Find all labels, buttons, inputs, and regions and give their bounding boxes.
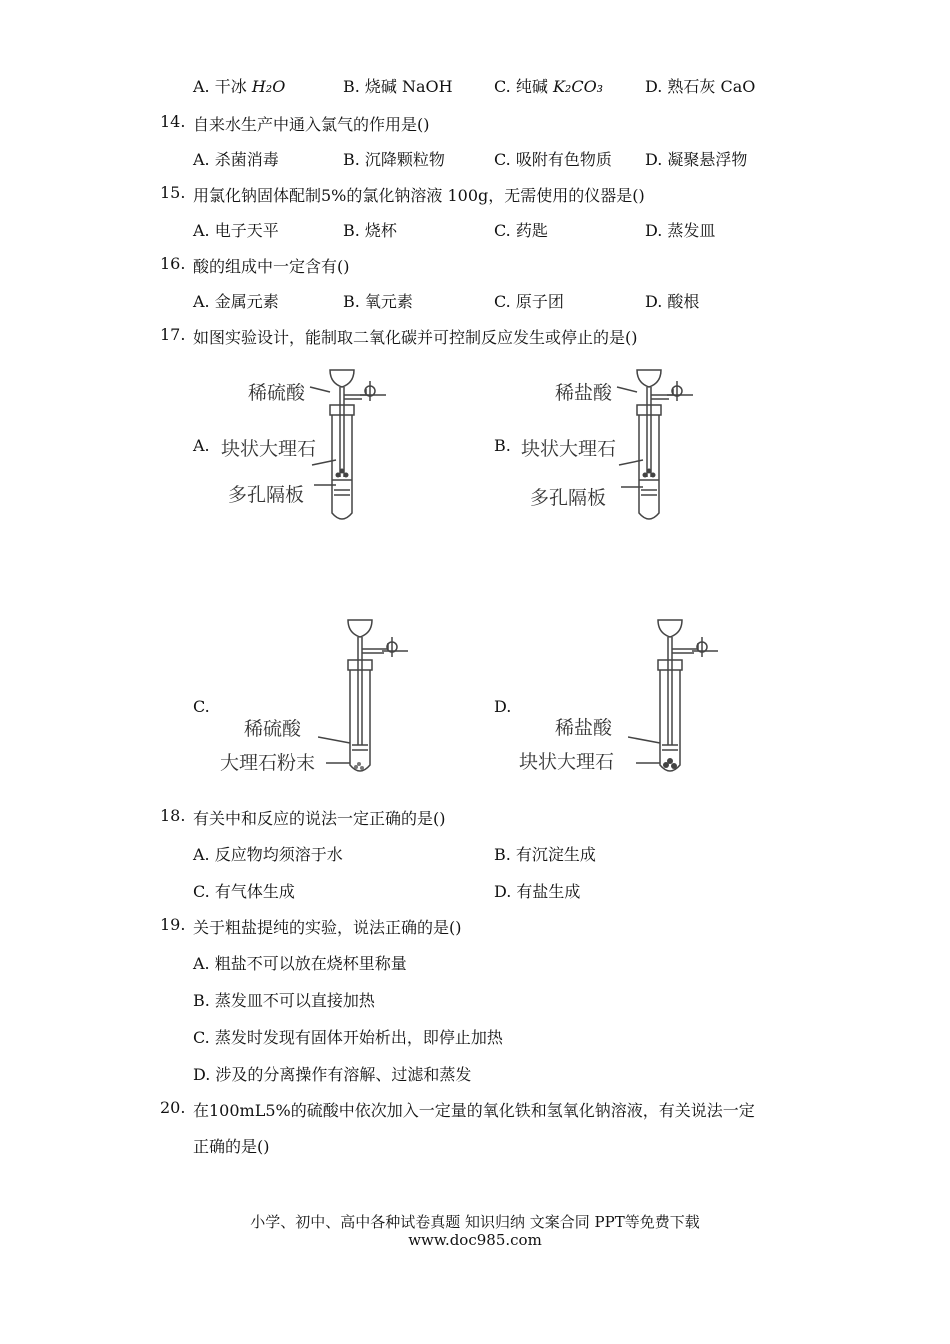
fig-c-apparatus xyxy=(318,615,418,780)
fig-d-solid-label: 块状大理石 xyxy=(519,751,615,773)
q19-text: 关于粗盐提纯的实验，说法正确的是() xyxy=(193,918,462,937)
fig-b-apparatus xyxy=(607,365,707,525)
fig-a-plate-label: 多孔隔板 xyxy=(228,484,305,506)
q13-option-d: D. 熟石灰 CaO xyxy=(645,77,756,96)
q18-option-d: D. 有盐生成 xyxy=(494,882,581,901)
q20-text-line2: 正确的是() xyxy=(193,1137,270,1156)
q19-number: 19. xyxy=(160,915,186,934)
fig-a-acid-label: 稀硫酸 xyxy=(248,382,306,404)
q20-text-line1: 在100mL5%的硫酸中依次加入一定量的氧化铁和氢氧化钠溶液，有关说法一定 xyxy=(193,1101,755,1120)
q16-option-b: B. 氧元素 xyxy=(343,292,413,311)
q16-option-c: C. 原子团 xyxy=(494,292,564,311)
q19-option-a: A. 粗盐不可以放在烧杯里称量 xyxy=(193,954,407,973)
fig-a-apparatus xyxy=(300,365,400,525)
q17-option-b-letter: B. xyxy=(494,436,511,455)
q14-option-b: B. 沉降颗粒物 xyxy=(343,150,445,169)
q19-option-c: C. 蒸发时发现有固体开始析出，即停止加热 xyxy=(193,1028,503,1047)
q18-option-b: B. 有沉淀生成 xyxy=(494,845,596,864)
q13-option-a xyxy=(193,74,285,97)
q13-option-c xyxy=(494,74,603,97)
footer-line2[interactable]: www.doc985.com xyxy=(408,1231,542,1249)
fig-d-acid-label: 稀盐酸 xyxy=(555,717,613,739)
q17-option-a-letter: A. xyxy=(193,436,210,455)
q16-option-a: A. 金属元素 xyxy=(193,292,279,311)
q15-option-c: C. 药匙 xyxy=(494,221,548,240)
q13-option-c-formula: K₂CO₃ xyxy=(552,77,604,96)
q14-option-c: C. 吸附有色物质 xyxy=(494,150,612,169)
q13-option-a-formula: H₂O xyxy=(251,77,286,96)
q18-option-a: A. 反应物均须溶于水 xyxy=(193,845,343,864)
q15-text: 用氯化钠固体配制5%的氯化钠溶液 100g，无需使用的仪器是() xyxy=(193,186,645,205)
q17-option-c-letter: C. xyxy=(193,697,210,716)
q17-number: 17. xyxy=(160,325,186,344)
q16-number: 16. xyxy=(160,254,186,273)
q15-option-d: D. 蒸发皿 xyxy=(645,221,716,240)
q17-option-d-letter: D. xyxy=(494,697,512,716)
q13-option-b: B. 烧碱 NaOH xyxy=(343,77,453,96)
fig-a-solid-label: 块状大理石 xyxy=(221,438,317,460)
fig-d-apparatus xyxy=(628,615,728,780)
q18-option-c: C. 有气体生成 xyxy=(193,882,295,901)
q19-option-b: B. 蒸发皿不可以直接加热 xyxy=(193,991,375,1010)
q19-option-d: D. 涉及的分离操作有溶解、过滤和蒸发 xyxy=(193,1065,472,1084)
q15-option-b: B. 烧杯 xyxy=(343,221,397,240)
q14-option-a: A. 杀菌消毒 xyxy=(193,150,279,169)
q15-option-a: A. 电子天平 xyxy=(193,221,279,240)
q16-option-d: D. 酸根 xyxy=(645,292,700,311)
q14-text: 自来水生产中通入氯气的作用是() xyxy=(193,115,430,134)
fig-c-acid-label: 稀硫酸 xyxy=(244,718,302,740)
fig-b-acid-label: 稀盐酸 xyxy=(555,382,613,404)
q20-number: 20. xyxy=(160,1098,186,1117)
q15-number: 15. xyxy=(160,183,186,202)
fig-b-solid-label: 块状大理石 xyxy=(521,438,617,460)
q13-option-c-text: C. 纯碱 xyxy=(494,77,548,96)
fig-c-solid-label: 大理石粉末 xyxy=(220,752,316,774)
q14-number: 14. xyxy=(160,112,186,131)
fig-b-plate-label: 多孔隔板 xyxy=(530,487,607,509)
q16-text: 酸的组成中一定含有() xyxy=(193,257,350,276)
q18-number: 18. xyxy=(160,806,186,825)
q13-option-a-text: A. 干冰 xyxy=(193,77,247,96)
q14-option-d: D. 凝聚悬浮物 xyxy=(645,150,748,169)
q17-text: 如图实验设计，能制取二氧化碳并可控制反应发生或停止的是() xyxy=(193,328,638,347)
q18-text: 有关中和反应的说法一定正确的是() xyxy=(193,809,446,828)
footer-line1: 小学、初中、高中各种试卷真题 知识归纳 文案合同 PPT等免费下载 xyxy=(250,1213,700,1231)
